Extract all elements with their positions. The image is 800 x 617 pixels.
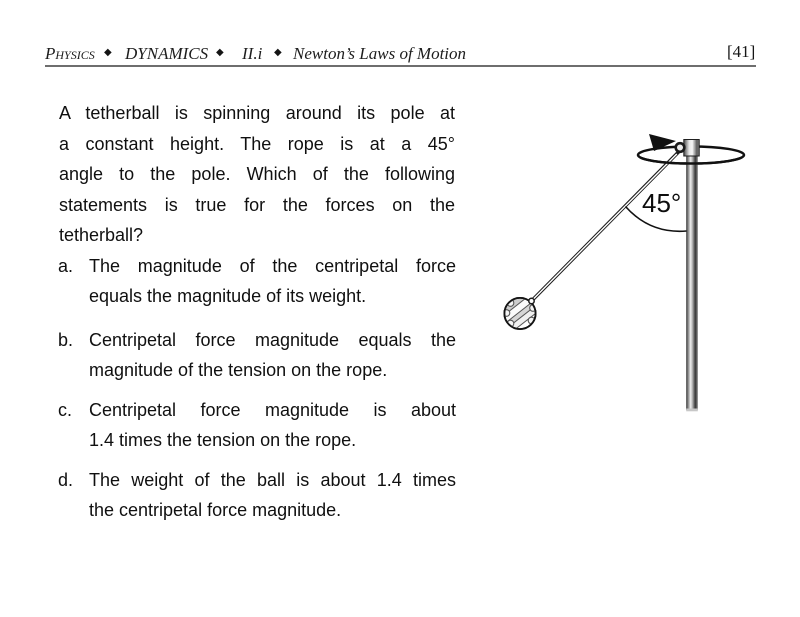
option-line: The magnitude of the centripetal force: [89, 256, 456, 276]
option-line: Centripetal force magnitude is about: [89, 400, 456, 420]
header-course: Physics: [45, 44, 95, 63]
question-line: a constant height. The rope is at a 45°: [59, 133, 455, 154]
rope-knot: [529, 298, 534, 303]
page-number: [41]: [727, 42, 756, 61]
option-line: the centripetal force magnitude.: [89, 500, 342, 520]
diamond-separator-icon: ◆: [274, 47, 282, 58]
diamond-separator-icon: ◆: [216, 47, 224, 58]
option-line: magnitude of the tension on the rope.: [89, 360, 388, 380]
option-label: a.: [58, 256, 74, 276]
header-unit: DYNAMICS: [125, 44, 209, 63]
diamond-separator-icon: ◆: [104, 47, 112, 58]
question-line: statements is true for the forces on the: [59, 194, 455, 215]
question-line: tetherball?: [59, 225, 144, 245]
option-label: c.: [58, 400, 73, 420]
question-line: angle to the pole. Which of the following: [59, 164, 455, 184]
option-line: equals the magnitude of its weight.: [89, 286, 367, 306]
option-line: Centripetal force magnitude equals the: [89, 330, 456, 350]
option-line: The weight of the ball is about 1.4 times: [89, 470, 456, 490]
option-label: b.: [58, 330, 74, 350]
header-section: II.i: [242, 44, 263, 63]
option-label: d.: [58, 470, 74, 490]
pole: [686, 154, 698, 411]
question-line: A tetherball is spinning around its pole at: [59, 103, 455, 123]
pole-cap: [684, 140, 699, 157]
angle-label: 45°: [642, 188, 682, 218]
option-line: 1.4 times the tension on the rope.: [89, 430, 357, 450]
rope-ring: [676, 143, 685, 152]
header-topic: Newton’s Laws of Motion: [293, 44, 467, 63]
